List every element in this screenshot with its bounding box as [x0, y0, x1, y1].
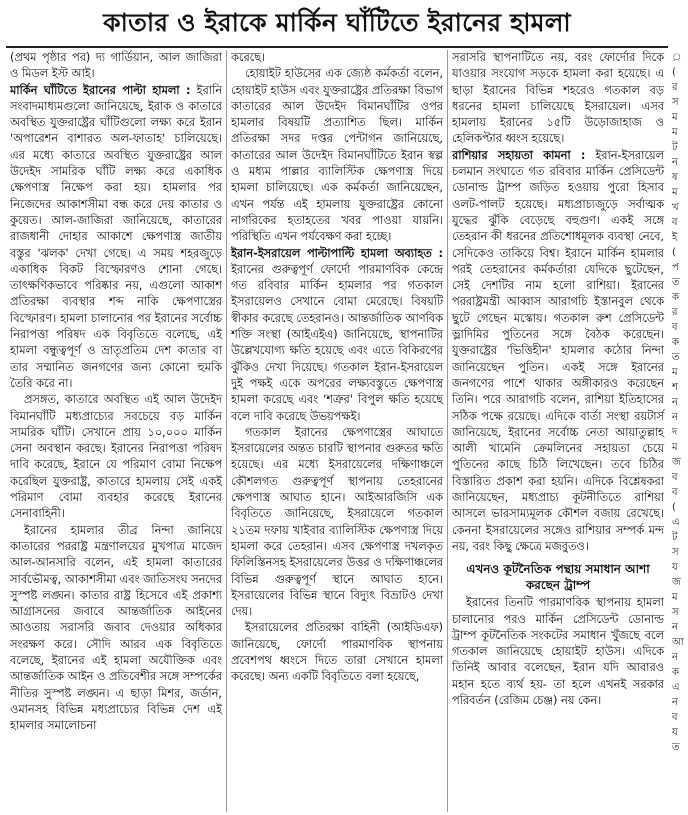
column-2	[226, 50, 447, 812]
edge-glyph: ন	[672, 157, 678, 168]
edge-glyph: ত	[672, 742, 680, 753]
edge-glyph: ন	[672, 397, 678, 408]
body-paragraph: ইসরায়েলের প্রতিরক্ষা বাহিনী (আইডিএফ) জানিয়েছে, ফোর্দো পারমাণবিক স্থাপনায় প্রবেশপথ ধ্বংসে দিতে তারা সেখানে হামলা করেছে। অন্য একটি বিবৃতিতে বলা হয়েছে,	[231, 621, 443, 684]
edge-glyph: ব	[672, 712, 678, 723]
section-paragraph	[231, 246, 443, 425]
edge-glyph: (	[672, 247, 676, 258]
edge-glyph: ন	[672, 412, 678, 423]
edge-glyph: ব	[672, 472, 678, 483]
edge-glyph: ই	[672, 232, 678, 243]
body-paragraph: হোয়াইট হাউসের এক জ্যেষ্ঠ কর্মকর্তা বলেন, হোয়াইট হাউস এবং যুক্তরাষ্ট্রের প্রতিরক্ষা বিভাগ কাতারের আল উদেইদ বিমানঘাঁটির ওপর হামলার বিষয়টি প্রত্যাশিত ছিল। মার্কিন প্রতিরক্ষা সদর দপ্তর পেন্টাগন জানিয়েছে, কাতারের আল উদেইদ বিমানঘাঁটিতে ইরান স্বল্প ও মধ্যম পাল্লার ব্যালিস্টিক ক্ষেপণাস্ত্র দিয়ে হামলা চালিয়েছে। এক কর্মকর্তা জানিয়েছেন, এখন পর্যন্ত এই হামলায় যুক্তরাষ্ট্রের কোনো নাগরিকের হতাহতের খবর পাওয়া যায়নি। পরিস্থিতি এখন পর্যবেক্ষণ করা হচ্ছে।	[231, 67, 443, 244]
edge-glyph: ন	[672, 697, 678, 708]
edge-glyph: ট	[672, 532, 678, 543]
edge-glyph: খ	[672, 202, 679, 213]
edge-glyph: স	[672, 547, 679, 558]
edge-glyph: জ	[672, 577, 681, 588]
body-text: ইরান-ইসরায়েল চলমান সংঘাতে গত রবিবার মার্কিন প্রেসিডেন্ট ডোনাল্ড ট্রাম্প জড়িত হওয়ায় পুরো হিসাব ওলট-পালট হয়েছে। মধ্যপ্রাচ্যজুড়ে সর্বাত্মক যুদ্ধের ঝুঁকি বেড়েছে বহুগুণ। একই সঙ্গে তেহরান কী ধরনের প্রতিশোধমূলক ব্যবস্থা নেবে, সেদিকেও তাকিয়ে বিশ্ব। ইরানে মার্কিন হামলার পরই তেহরানের কর্মকর্তারা যেদিকে ছুটেছেন, সেই দেশটির নাম হলো রাশিয়া। ইরানের পররাষ্ট্রমন্ত্রী আব্বাস আরাগচি ইস্তানবুল থেকে ছুটে গেছেন মস্কোয়। গতকাল রুশ প্রেসিডেন্ট ভ্লাদিমির পুতিনের সঙ্গে বৈঠক করেছেন। যুক্তরাষ্ট্রের 'ভিত্তিহীন' হামলার কঠোর নিন্দা জানিয়েছেন পুতিন। একই সঙ্গে ইরানের জনগণের পাশে থাকার অঙ্গীকারও করেছেন তিনি। পরে আরাগচি বলেন, রাশিয়া ইতিহাসের সঠিক পক্ষে রয়েছে। এদিকে বার্তা সংস্থা রয়টার্স জানিয়েছে, ইরানের সর্বোচ্চ নেতা আয়াতুল্লাহ আলী খামেনি ক্রেমলিনের সহায়তা চেয়ে পুতিনের কাছে চিঠি লিখেছেন। তবে চিঠির বিস্তারিত প্রকাশ করা হয়নি। এদিকে বিশ্লেষকরা জানিয়েছেন, মধ্যপ্রাচ্য কূটনীতিতে রাশিয়া আসলে ভারসাম্যমূলক কৌশল বজায় রেখেছে। কেননা ইসরায়েলের সঙ্গেও রাশিয়ার সম্পর্ক মন্দ নয়, বরং কিছু ক্ষেত্রে মজবুতও।	[452, 148, 665, 553]
edge-glyph: জ	[672, 457, 681, 468]
column-3	[447, 50, 668, 812]
edge-glyph: ব	[672, 217, 678, 228]
edge-glyph: ব	[672, 487, 678, 498]
edge-glyph: ক	[672, 667, 679, 678]
edge-glyph: ট	[672, 142, 678, 153]
body-text: ইরানি সংবাদমাধ্যমগুলো জানিয়েছে, ইরাক ও কাতারে অবস্থিত যুক্তরাষ্ট্রের ঘাঁটিগুলো লক্ষ্য করে ইরান 'অপারেশন বাশারত অল-ফাতাহ' চালিয়েছে। এর মধ্যে কাতারে অবস্থিত যুক্তরাষ্ট্রের আল উদেইদ সামরিক ঘাঁটি লক্ষ্য করে একাধিক ক্ষেপণাস্ত্র নিক্ষেপ করা হয়। হামলার পর নিজেদের আকাশসীমা বন্ধ করে দেয় কাতার ও কুয়েত। আল-জাজিরা জানিয়েছে, কাতারের রাজধানী দোহার আকাশে ক্ষেপণাস্ত্র জাতীয় বস্তুর 'ঝলক' দেখা গেছে। এ সময় শহরজুড়ে একাধিক বিকট বিস্ফোরণও শোনা গেছে। তাৎক্ষণিকভাবে পরিষ্কার নয়, এগুলো আকাশ প্রতিরক্ষা ব্যবস্থার শব্দ নাকি ক্ষেপণাস্ত্রের বিস্ফোরণ। হামলা চালানোর পর ইরানের সর্বোচ্চ নিরাপত্তা পরিষদ এক বিবৃতিতে বলেছে, এই হামলা বন্ধুত্বপূর্ণ ও ভ্রাতৃপ্রতিম দেশ কাতার বা তার সম্মানিত জনগণের জন্য কোনো হুমকি তৈরি করে না।	[10, 83, 222, 390]
edge-glyph: আ	[672, 637, 684, 648]
edge-glyph: র	[672, 82, 678, 93]
edge-glyph: র	[672, 307, 678, 318]
edge-glyph: য	[672, 727, 678, 738]
edge-glyph: এ	[672, 682, 680, 693]
edge-glyph: ম	[672, 592, 678, 603]
lead-paragraph: (প্রথম পৃষ্ঠার পর) দ্য গার্ডিয়ান, আল জাজিরা ও মিডল ইস্ট আই।	[10, 51, 222, 81]
section-subhead: রাশিয়ার সহায়তা কামনা :	[452, 148, 586, 162]
edge-glyph: দ	[672, 427, 678, 438]
edge-glyph: (	[672, 502, 676, 513]
edge-glyph: শ	[672, 382, 678, 393]
edge-glyph: প	[672, 262, 679, 273]
body-paragraph: সরাসরি স্থাপনাটিতে নয়, বরং ফোর্দোর দিকে যাওয়ার সংযোগ সড়কে হামলা করা হয়েছে। এ ছাড়া ইরানের বিভিন্ন শহরেও গতকাল বড় ধরনের হামলা চালিয়েছে ইসরায়েল। এসব হামলায় ইরানের ১৫টি উড়োজাহাজ ও হেলিকপ্টার ধ্বংস হয়েছে।	[452, 51, 664, 146]
edge-glyph: ন	[672, 622, 678, 633]
edge-glyph: ়	[672, 52, 682, 63]
edge-glyph: ম	[672, 187, 678, 198]
body-paragraph: ইরানের হামলার তীব্র নিন্দা জানিয়ে কাতারের পররাষ্ট্র মন্ত্রণালয়ের মুখপাত্র মাজেদ আল-আনসারি বলেন, এই হামলা কাতারের সার্বভৌমত্ব, আকাশসীমা এবং জাতিসংঘ সনদের সুস্পষ্ট লঙ্ঘন। কাতার রাষ্ট্র হিসেবে এই প্রকাশ্য আগ্রাসনের জবাবে আন্তর্জাতিক আইনের আওতায় সরাসরি জবাব দেওয়ার অধিকার সংরক্ষণ করে। সৌদি আরব এক বিবৃতিতে বলেছে, ইরানের এই হামলা অযৌক্তিক এবং আন্তর্জাতিক আইন ও প্রতিবেশীর সঙ্গে সম্পর্কের নীতির সুস্পষ্ট লঙ্ঘন। এ ছাড়া মিশর, জর্ডান, ওমানসহ বিভিন্ন মধ্যপ্রাচ্যের বিভিন্ন দেশ এই হামলার সমালোচনা	[10, 523, 222, 733]
body-paragraph: করেছে।	[231, 51, 266, 64]
edge-glyph: ম	[672, 442, 678, 453]
section-paragraph	[452, 148, 664, 555]
headline-bar	[6, 2, 668, 48]
body-text: ইরানের গুরুত্বপূর্ণ ফোর্দো পারমাণবিক কেন্দ্রে গত রবিবার মার্কিন হামলার পর গতকাল ইসরায়েলও সেখানে বোমা মেরেছে। বিষয়টি স্বীকার করেছে তেহরানও। আন্তর্জাতিক আণবিক শক্তি সংস্থা (আইএইএ) জানিয়েছে, স্থাপনাটির উল্লেখযোগ্য ক্ষতি হয়েছে এবং এতে বিকিরণের ঝুঁকিও দেখা দিয়েছে। গতকাল ইরান-ইসরায়েল দুই পক্ষই একে অপরের লক্ষ্যবস্তুতে ক্ষেপণাস্ত্র হামলা করেছে এবং 'শত্রুর' বিপুল ক্ষতি হয়েছে বলে দাবি করেছে উভয়পক্ষই।	[231, 262, 443, 423]
edge-glyph: এ	[672, 517, 680, 528]
adjacent-article-edge	[672, 50, 688, 810]
edge-glyph: ম	[672, 127, 678, 138]
body-paragraph: প্রসঙ্গত, কাতারে অবস্থিত এই আল উদেইদ বিমানঘাঁটি মধ্যপ্রাচ্যের সবচেয়ে বড় মার্কিন সামরিক ঘাঁটি। সেখানে প্রায় ১০,০০০ মার্কিন সেনা অবস্থান করছে। ইরানের নিরাপত্তা পরিষদ দাবি করেছে, ইরানে যে পরিমাণ বোমা নিক্ষেপ করেছিল যুক্তরাষ্ট্র, কাতারে হামলায় সেই একই পরিমাণ বোমা ব্যবহার করেছে ইরানের সেনাবাহিনী।	[10, 393, 222, 521]
edge-glyph: (	[672, 67, 676, 78]
article-columns	[6, 50, 668, 812]
section-paragraph	[10, 83, 222, 393]
edge-glyph: ন	[672, 652, 678, 663]
edge-glyph: ম	[672, 112, 678, 123]
edge-glyph: ব	[672, 322, 678, 333]
column-1	[6, 50, 226, 812]
edge-glyph: স	[672, 97, 679, 108]
body-paragraph: গতকাল ইরানের ক্ষেপণাস্ত্রের আঘাতে ইসরায়েলের অন্তত চারটি স্থাপনার গুরুতর ক্ষতি হয়েছে। এর মধ্যে ইসরায়েলের দক্ষিণাঞ্চলে কৌশলগত গুরুত্বপূর্ণ স্থাপনায় তেহরানের ক্ষেপণাস্ত্র আঘাত হানে। আইআরজিসি এক বিবৃতিতে জানিয়েছে, ইসরায়েলে গতকাল ২১তম দফায় খাইবার ব্যালিস্টিক ক্ষেপণাস্ত্র দিয়ে হামলা করে তেহরান। এসব ক্ষেপণাস্ত্র দখলকৃত ফিলিস্তিনসহ ইসরায়েলের উত্তর ও দক্ষিণাঞ্চলের বিভিন্ন গুরুত্বপূর্ণ স্থানে আঘাত হানে। ইসরায়েলের বিভিন্ন স্থানে বিদ্যুৎ বিভ্রাটও দেখা দেয়।	[231, 425, 443, 619]
edge-glyph: ম	[672, 367, 678, 378]
edge-glyph: য	[672, 562, 678, 573]
section-subhead: এখনও কূটনৈতিক পন্থায় সমাধান আশা করছেন ট্রাম্প	[466, 562, 650, 593]
edge-glyph: ষ	[672, 172, 678, 183]
body-paragraph: ইরানের তিনটি পারমাণবিক স্থাপনায় হামলা চালানোর পরও মার্কিন প্রেসিডেন্ট ডোনাল্ড ট্রাম্প কূটনৈতিক সংকটের সমাধান খুঁজছে বলে গতকাল জানিয়েছে হোয়াইট হাউস। এদিকে তিনিই আবার বলেছেন, ইরান যদি আবারও মহান হতে ব্যর্থ হয়- তা হলে এখনই সরকার পরিবর্তন (রেজিম চেঞ্জ) নয় কেন।	[452, 596, 664, 707]
edge-glyph: ত	[672, 277, 680, 288]
edge-glyph: স	[672, 607, 679, 618]
section-subhead: মার্কিন ঘাঁটিতে ইরানের পাল্টা হামলা :	[10, 83, 191, 97]
headline: কাতার ও ইরাকে মার্কিন ঘাঁটিতে ইরানের হামলা	[103, 7, 571, 37]
edge-glyph: ত	[672, 352, 680, 363]
edge-glyph: ক	[672, 292, 679, 303]
edge-glyph: ক	[672, 337, 679, 348]
section-subhead: ইরান-ইসরায়েল পাল্টাপাল্টি হামলা অব্যাহত :	[231, 246, 443, 260]
